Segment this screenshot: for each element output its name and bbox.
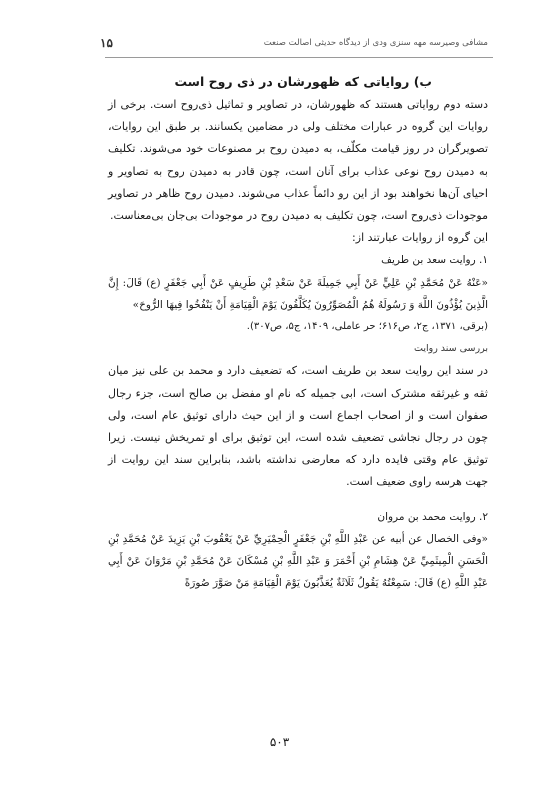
section-paragraph: دسته دوم روایاتی هستند که ظهورشان، در تصاویر و تماثیل ذی‌روح است. برخی از روایات این گروه در عبارات مختلف ولی در مضامین یکسانند. بر طبق این روایات، تصویرگران در روز قیامت مکلّف، به دمیدن روح بر مصنوعات خود می‌شوند. تکلیف به دمیدن روح نوعی عذاب برای آنان است، چون قادر به دمیدن روح به تصاویر و احیای آن‌ها نخواهند بود از این رو دائماً عذاب می‌شوند. دمیدن روح ظاهر در تصاویر موجودات ذی‌روح است، چون تکلیف به دمیدن روح در موجودات بی‌جان بی‌معناست. [108,98,488,223]
header-page-mark: ۱۵ [100,36,113,50]
narration-1-title: ۱. روایت سعد بن طریف [381,254,488,267]
review-paragraph: در سند این روایت سعد بن طریف است، که تضعیف دارد و محمد بن علی نیز میان ثقه و غیرثقه مشترک است، ابی جمیله که نام او مفضل بن صالح است، جزء رجال صفوان است و از اصحاب اجماع است و از این حیث دارای توثیق عام است، ولی چون در رجال نجاشی تضعیف شده است، این توثیق برای او تمریخش نیست. زیرا توثیق عام وقتی فایده دارد که معارضی نداشته باشد، بنابراین سند این روایت از جهت هرسه راوی ضعیف است. [108,364,488,489]
main-text [108,70,488,594]
narration-2-arabic: «وفی الخصال عن أبیه عن عَبْدِ اللَّهِ بْنِ جَعْفَرٍ الْحِمْيَرِيِّ عَنْ يَعْقُوبَ بْنِ يَزِيدَ عَنْ مُحَمَّدِ بْنِ الْحَسَنِ الْمِيثَمِيِّ عَنْ هِشَامِ بْنِ أَحْمَرَ وَ عَبْدِ اللَّهِ بْنِ مُسْكَانَ عَنْ مُحَمَّدِ بْنِ مَرْوَانَ عَنْ أَبِي عَبْدِ اللَّهِ (ع) قَالَ: سَمِعْتُهُ يَقُولُ ثَلَاثَةٌ يُعَذَّبُونَ يَوْمَ الْقِيَامَةِ مَنْ صَوَّرَ صُورَةً [108,532,488,590]
page-number: ۵۰۳ [269,735,290,749]
narrations-intro: این گروه از روایات عبارتند از: [352,231,488,245]
review-title: بررسی سند روایت [414,343,488,355]
narration-1-citation: (برقی، ۱۳۷۱، ج۲، ص۶۱۶؛ حر عاملی، ۱۴۰۹، ج۵، ص۳۰۷). [246,321,488,333]
section-heading: ب) روایاتی که ظهورشان در ذی روح است [174,74,432,89]
running-title: مشافی وصیرسه مهه سنزی ودی از دیدگاه حدیثی اصالت صنعت [263,38,488,48]
header-rule [105,57,493,58]
narration-1-arabic: «عَنْهُ عَنْ مُحَمَّدِ بْنِ عَلِيٍّ عَنْ أَبِي جَمِيلَةَ عَنْ سَعْدِ بْنِ طَرِيفٍ عَنْ أَبِي جَعْفَرٍ (ع) قَالَ: إِنَّ الَّذِينَ يُؤْذُونَ اللَّهَ وَ رَسُولَهُ هُمُ الْمُصَوِّرُونَ يُكَلَّفُونَ يَوْمَ الْقِيَامَةِ أَنْ يَنْفُخُوا فِيهَا الرُّوحَ» [108,276,488,311]
narration-2-title: ۲. روایت محمد بن مروان [377,510,488,523]
spacer [108,494,488,506]
running-header [100,36,488,52]
